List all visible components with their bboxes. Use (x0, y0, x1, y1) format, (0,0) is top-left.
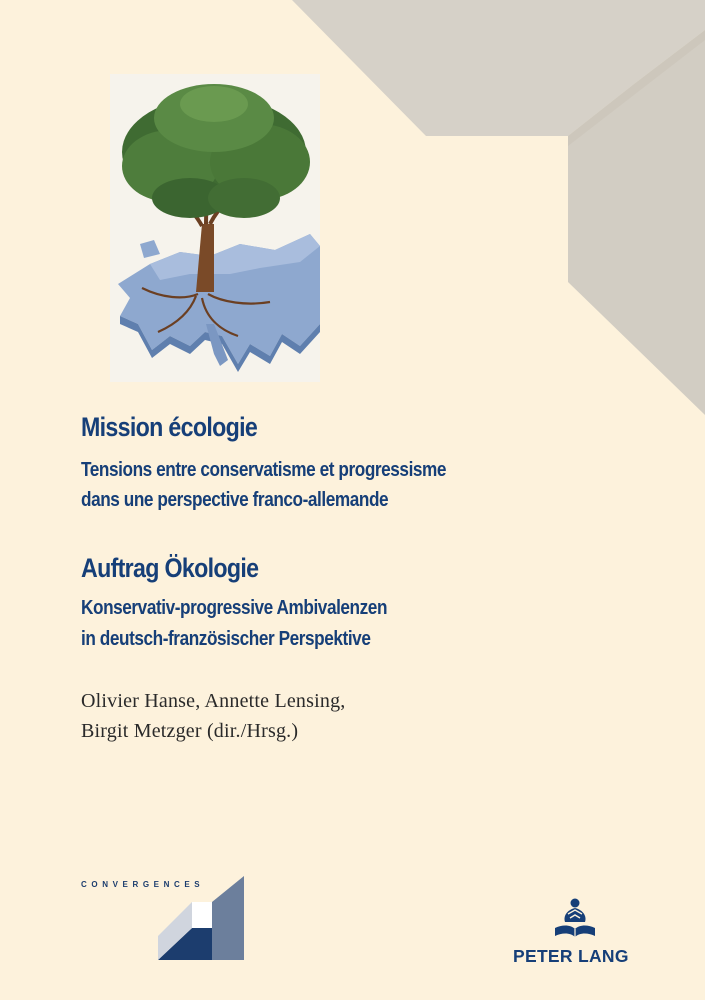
series-name: CONVERGENCES (81, 880, 205, 889)
series-pyramid-icon (150, 876, 246, 966)
german-subtitle-line-2: in deutsch-französischer Perspektive (81, 628, 371, 650)
french-subtitle-line-1: Tensions entre conservatisme et progressisme (81, 459, 447, 481)
french-title: Mission écologie (81, 412, 258, 442)
publisher-name: PETER LANG (513, 946, 629, 966)
peter-lang-logo-icon (553, 896, 597, 940)
authors (81, 686, 345, 746)
authors-line-2: Birgit Metzger (dir./Hrsg.) (81, 720, 299, 742)
authors-line-1: Olivier Hanse, Annette Lensing, (81, 690, 346, 712)
french-subtitle-line-2: dans une perspective franco-allemande (81, 489, 389, 511)
tree-over-europe-map-icon (110, 74, 320, 382)
german-subtitle-line-1: Konservativ-progressive Ambivalenzen (81, 597, 388, 619)
german-title: Auftrag Ökologie (81, 553, 259, 583)
